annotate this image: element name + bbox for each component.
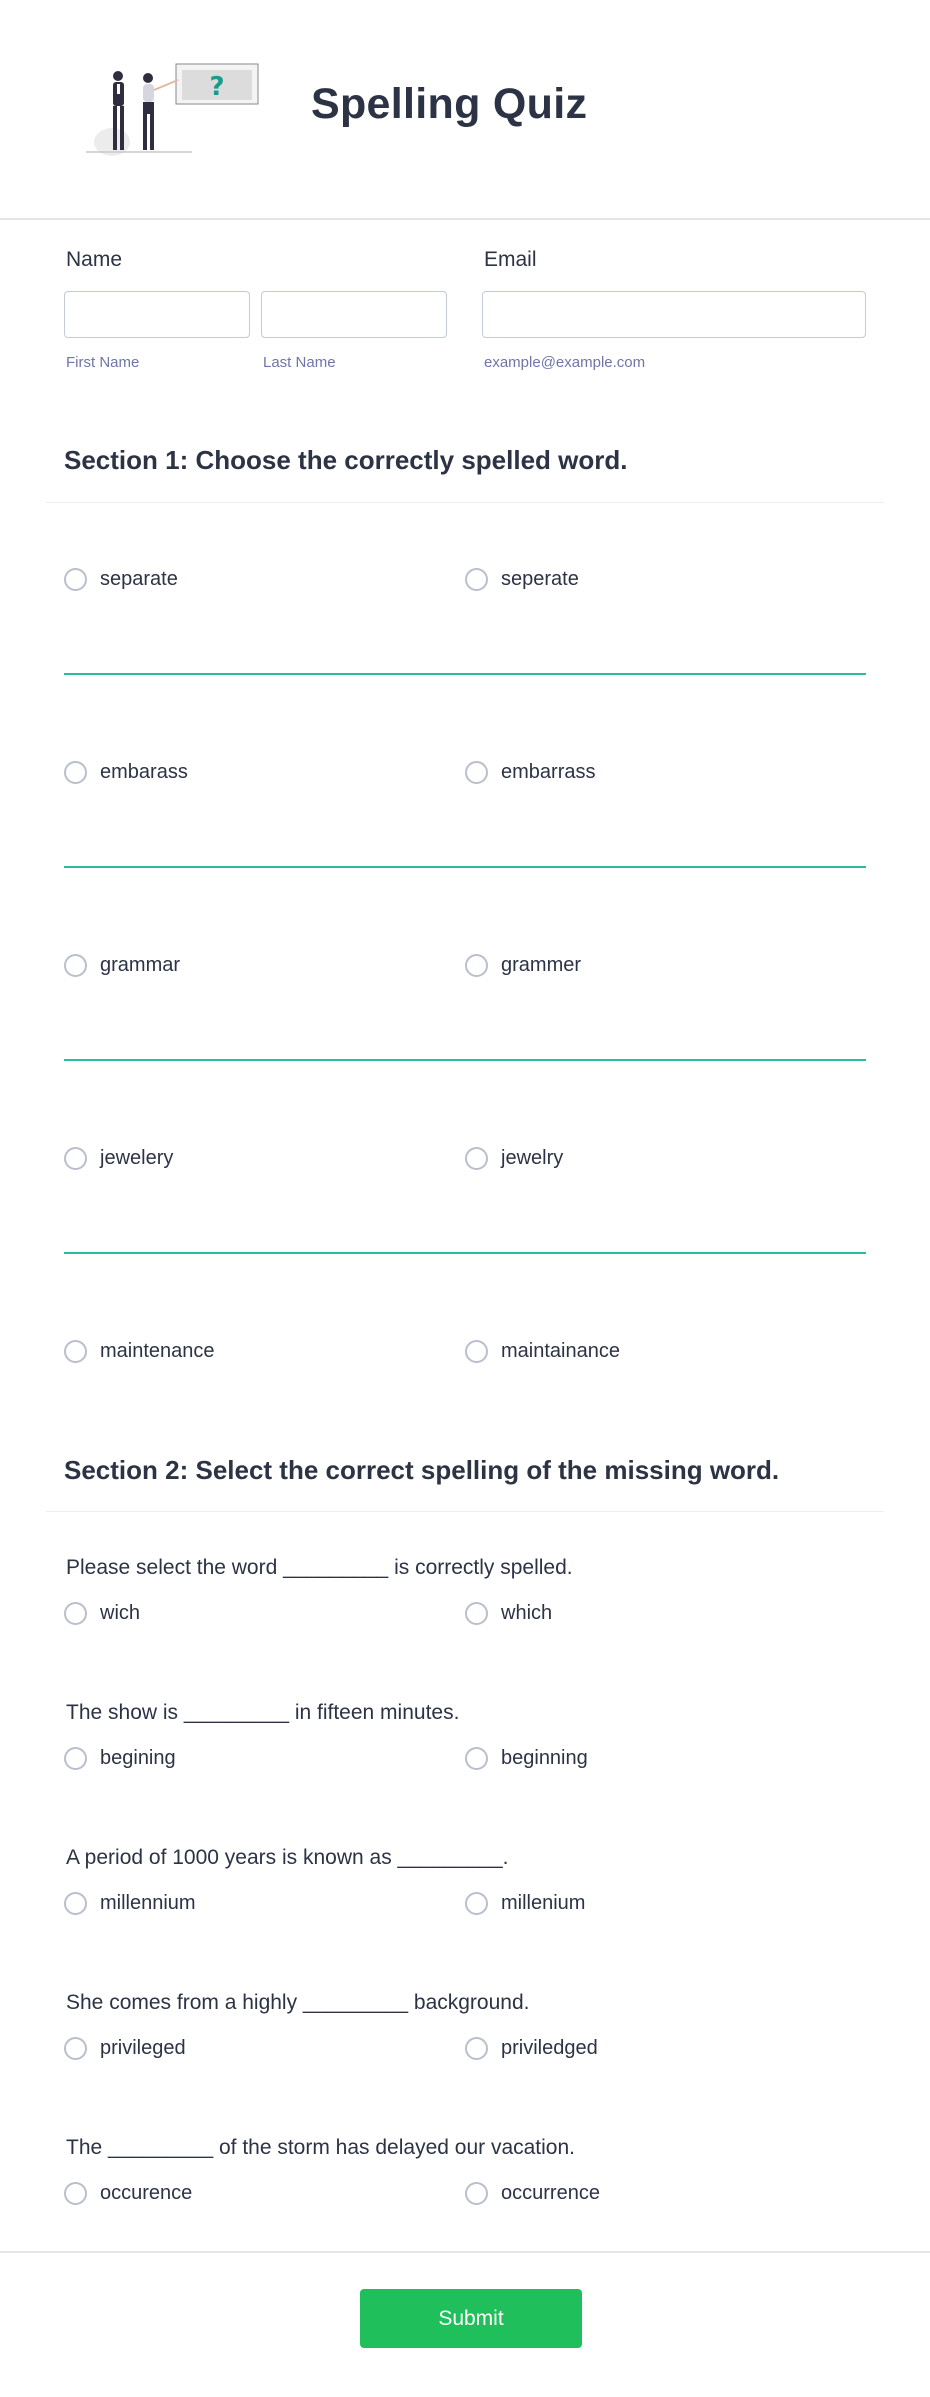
radio-option[interactable] — [64, 758, 188, 786]
radio-option[interactable] — [64, 1337, 215, 1365]
radio-button[interactable] — [64, 2037, 87, 2060]
page-title: Spelling Quiz — [311, 80, 588, 128]
name-label: Name — [66, 248, 123, 271]
radio-button[interactable] — [64, 1340, 87, 1363]
question-divider — [64, 1252, 866, 1254]
form-header — [0, 0, 930, 220]
option-label: grammer — [501, 953, 582, 976]
radio-button[interactable] — [64, 1147, 87, 1170]
submit-button[interactable]: Submit — [360, 2289, 582, 2348]
radio-button[interactable] — [64, 761, 87, 784]
radio-button[interactable] — [465, 1340, 488, 1363]
radio-button[interactable] — [64, 1602, 87, 1625]
last-name-input[interactable] — [261, 291, 447, 338]
radio-option[interactable] — [465, 1599, 552, 1627]
email-label: Email — [484, 248, 537, 271]
radio-option[interactable] — [465, 1337, 620, 1365]
first-name-input[interactable] — [64, 291, 250, 338]
option-label: privileged — [100, 2036, 186, 2059]
question-divider — [64, 866, 866, 868]
option-label: millenium — [501, 1891, 586, 1914]
question-text: The _________ of the storm has delayed our vacation. — [66, 2136, 576, 2159]
radio-button[interactable] — [465, 2037, 488, 2060]
option-label: which — [501, 1601, 553, 1624]
first-name-sublabel: First Name — [66, 354, 140, 371]
radio-option[interactable] — [64, 1599, 140, 1627]
option-label: jewelery — [100, 1146, 174, 1169]
section-1-heading: Section 1: Choose the correctly spelled word. — [64, 445, 628, 475]
email-sublabel: example@example.com — [484, 354, 646, 371]
option-label: beginning — [501, 1746, 588, 1769]
question-divider — [64, 673, 866, 675]
radio-option[interactable] — [64, 1744, 176, 1772]
question-divider — [64, 1059, 866, 1061]
section-2-divider — [46, 1511, 884, 1512]
section-2-heading: Section 2: Select the correct spelling of the missing word. — [64, 1455, 780, 1485]
radio-option[interactable] — [465, 1744, 588, 1772]
radio-option[interactable] — [465, 758, 595, 786]
option-label: maintainance — [501, 1339, 620, 1362]
radio-option[interactable] — [64, 1889, 196, 1917]
radio-button[interactable] — [465, 2182, 488, 2205]
footer-divider — [0, 2251, 930, 2253]
radio-button[interactable] — [64, 954, 87, 977]
last-name-sublabel: Last Name — [263, 354, 336, 371]
option-label: occurence — [100, 2181, 193, 2204]
radio-option[interactable] — [465, 1144, 563, 1172]
question-text: A period of 1000 years is known as _________. — [66, 1846, 509, 1869]
option-label: millennium — [100, 1891, 196, 1914]
option-label: priviledged — [501, 2036, 598, 2059]
option-label: embarass — [100, 760, 188, 783]
section-1-divider — [46, 502, 884, 503]
radio-button[interactable] — [64, 1892, 87, 1915]
option-label: maintenance — [100, 1339, 215, 1362]
radio-button[interactable] — [465, 761, 488, 784]
question-text: She comes from a highly _________ background. — [66, 1991, 530, 2014]
radio-button[interactable] — [465, 568, 488, 591]
svg-text:?: ? — [209, 72, 225, 102]
question-text: The show is _________ in fifteen minutes. — [66, 1701, 460, 1724]
radio-option[interactable] — [465, 951, 581, 979]
email-input[interactable] — [482, 291, 866, 338]
option-label: embarrass — [501, 760, 596, 783]
option-label: grammar — [100, 953, 181, 976]
radio-option[interactable] — [64, 951, 180, 979]
option-label: wich — [100, 1601, 141, 1624]
radio-option[interactable] — [465, 2179, 600, 2207]
option-label: jewelry — [501, 1146, 564, 1169]
radio-option[interactable] — [64, 565, 178, 593]
radio-button[interactable] — [465, 954, 488, 977]
radio-button[interactable] — [465, 1147, 488, 1170]
option-label: separate — [100, 567, 178, 590]
radio-option[interactable] — [465, 565, 579, 593]
radio-option[interactable] — [465, 1889, 585, 1917]
radio-option[interactable] — [64, 2179, 192, 2207]
option-label: occurrence — [501, 2181, 600, 2204]
radio-button[interactable] — [64, 568, 87, 591]
question-board-illustration-icon — [82, 62, 268, 158]
radio-button[interactable] — [465, 1602, 488, 1625]
option-label: begining — [100, 1746, 176, 1769]
radio-button[interactable] — [465, 1892, 488, 1915]
question-text: Please select the word _________ is correctly spelled. — [66, 1556, 573, 1579]
radio-option[interactable] — [465, 2034, 598, 2062]
radio-option[interactable] — [64, 1144, 173, 1172]
radio-button[interactable] — [64, 1747, 87, 1770]
radio-button[interactable] — [465, 1747, 488, 1770]
option-label: seperate — [501, 567, 579, 590]
radio-button[interactable] — [64, 2182, 87, 2205]
radio-option[interactable] — [64, 2034, 186, 2062]
